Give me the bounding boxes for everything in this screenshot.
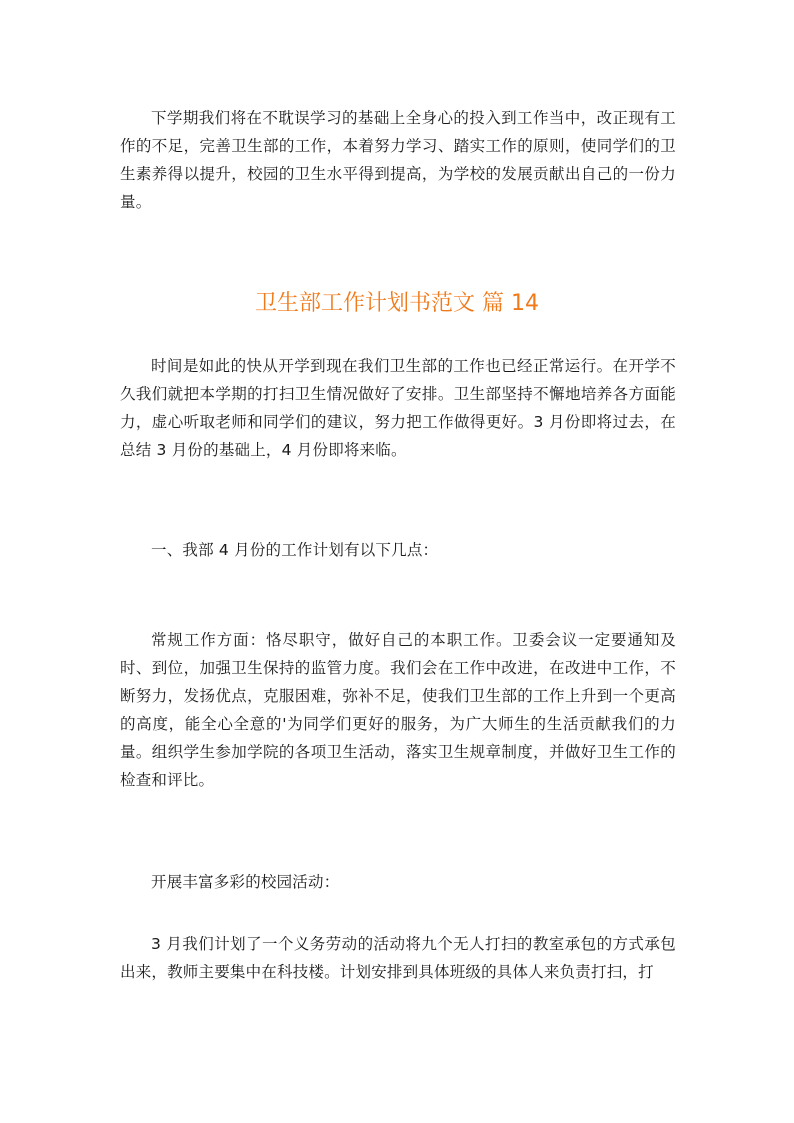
paragraph-plan-points: 一、我部 4 月份的工作计划有以下几点： bbox=[151, 541, 439, 559]
paragraph-campus-activities: 开展丰富多彩的校园活动： bbox=[151, 873, 340, 891]
paragraph-intro: 时间是如此的快从开学到现在我们卫生部的工作也已经正常运行。在开学不久我们就把本学期的打扫卫生情况做好了安排。卫生部坚持不懈地培养各方面能力，虚心听取老师和同学们的建议，努力把工作做得更好。3 月份即将过去，在总结 3 月份的基础上，4 月份即将来临。 bbox=[120, 357, 676, 459]
paragraph-semester-plan: 下学期我们将在不耽误学习的基础上全身心的投入到工作当中，改正现有工作的不足，完善卫生部的工作，本着努力学习、踏实工作的原则，使同学们的卫生素养得以提升，校园的卫生水平得到提高，为学校的发展贡献出自己的一份力量。 bbox=[120, 109, 676, 211]
section-heading: 卫生部工作计划书范文 篇 14 bbox=[255, 291, 539, 316]
paragraph-volunteer-labor: 3 月我们计划了一个义务劳动的活动将九个无人打扫的教室承包的方式承包出来，教师主要集中在科技楼。计划安排到具体班级的具体人来负责打扫，打 bbox=[120, 935, 676, 981]
paragraph-routine-work: 常规工作方面：恪尽职守，做好自己的本职工作。卫委会议一定要通知及时、到位，加强卫生保持的监管力度。我们会在工作中改进，在改进中工作，不断努力，发扬优点，克服困难，弥补不足，使我们卫生部的工作上升到一个更高的高度，能全心全意的'为同学们更好的服务，为广大师生的生活贡献我们的力量。组织学生参加学院的各项卫生活动，落实卫生规章制度，并做好卫生工作的检查和评比。 bbox=[120, 631, 676, 789]
